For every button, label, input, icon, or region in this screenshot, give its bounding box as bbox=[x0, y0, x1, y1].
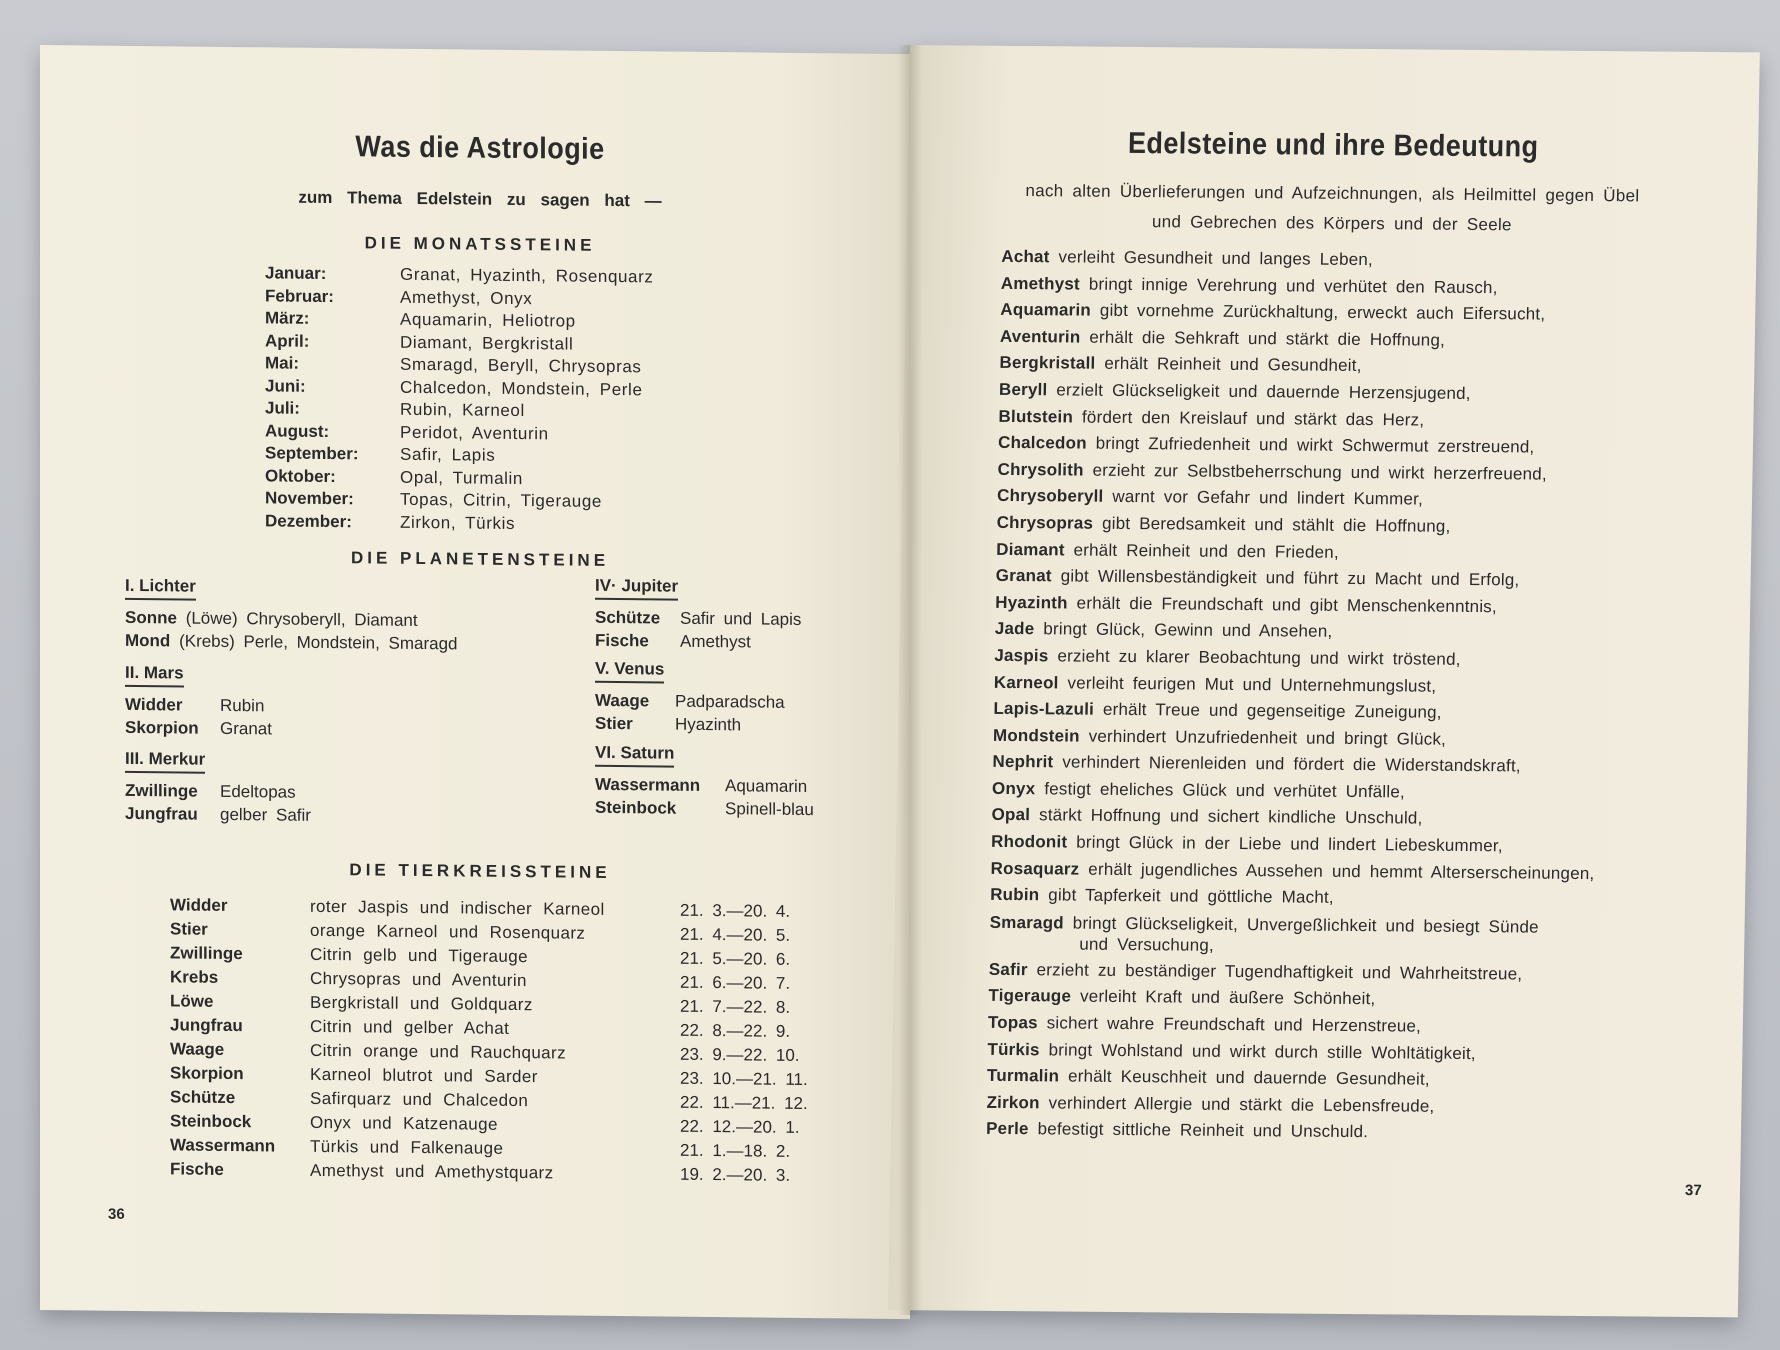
planet-group-lichter: I. Lichter Sonne (Löwe) Chrysoberyll, Diamant Mond (Krebs) Perle, Mondstein, Smaragd bbox=[125, 576, 458, 655]
gemstone-meaning: bringt innige Verehrung und verhütet den Rausch, bbox=[1088, 274, 1498, 297]
gemstone-name: Granat bbox=[995, 565, 1052, 586]
gemstone-meaning: sichert wahre Freundschaft und Herzenstreue, bbox=[1046, 1013, 1422, 1036]
month-row: März: Aquamarin, Heliotrop bbox=[265, 308, 576, 331]
zodiac-row: Zwillinge Citrin gelb und Tigerauge 21. 5.—20. 6. bbox=[170, 943, 791, 969]
gemstone-meaning: bringt Glück, Gewinn und Ansehen, bbox=[1043, 619, 1333, 642]
gemstone-meaning: verhindert Unzufriedenheit und bringt Glück, bbox=[1088, 726, 1447, 749]
gemstone-name: Smaragd bbox=[989, 912, 1065, 933]
gemstone-name: Topas bbox=[987, 1012, 1038, 1033]
page-number-right: 37 bbox=[1684, 1181, 1702, 1200]
right-page-title: Edelsteine und ihre Bedeutung bbox=[1127, 126, 1539, 164]
zodiac-row: Wassermann Türkis und Falkenauge 21. 1.—18. 2. bbox=[170, 1135, 791, 1161]
zodiac-row: Jungfrau Citrin und gelber Achat 22. 8.—22. 9. bbox=[170, 1015, 791, 1041]
planet-row: Jungfrau gelber Safir bbox=[125, 803, 311, 825]
open-booklet bbox=[40, 45, 1760, 1310]
zodiac-row: Stier orange Karneol und Rosenquarz 21. 4.—20. 5. bbox=[170, 919, 791, 945]
zodiac-row: Widder roter Jaspis und indischer Karneol 21. 3.—20. 4. bbox=[170, 895, 791, 921]
gemstone-meaning: bringt Glückseligkeit, Unvergeßlichkeit und besiegt Sünde bbox=[1072, 913, 1539, 937]
gemstone-name: Diamant bbox=[996, 539, 1065, 559]
gemstone-name: Karneol bbox=[993, 672, 1059, 692]
planet-group-mars: II. Mars Widder Rubin Skorpion Granat bbox=[125, 663, 272, 741]
gemstone-meaning: erzieht zu beständiger Tugendhaftigkeit und Wahrheitstreue, bbox=[1036, 960, 1523, 984]
gemstone-meaning: stärkt Hoffnung und sichert kindliche Unschuld, bbox=[1038, 805, 1423, 829]
gemstone-meaning: bringt Wohlstand und wirkt durch stille Wohltätigkeit, bbox=[1048, 1039, 1476, 1063]
month-row: September: Safir, Lapis bbox=[265, 443, 496, 466]
month-row: Februar: Amethyst, Onyx bbox=[265, 286, 533, 308]
planet-row: Sonne (Löwe) Chrysoberyll, Diamant bbox=[125, 607, 418, 630]
gemstone-meaning: erhält Reinheit und Gesundheit, bbox=[1104, 354, 1362, 376]
month-row: Januar: Granat, Hyazinth, Rosenquarz bbox=[265, 263, 654, 287]
month-row: Juli: Rubin, Karneol bbox=[265, 398, 525, 421]
month-row: Juni: Chalcedon, Mondstein, Perle bbox=[265, 376, 643, 400]
gemstone-name: Chrysolith bbox=[997, 459, 1084, 480]
gemstone-name: Turmalin bbox=[986, 1066, 1060, 1086]
gemstone-meaning: bringt Zufriedenheit und wirkt Schwermut zerstreuend, bbox=[1095, 433, 1535, 457]
gemstone-meaning: gibt Willensbeständigkeit und führt zu Macht und Erfolg, bbox=[1060, 566, 1520, 590]
gemstone-name: Aventurin bbox=[999, 326, 1081, 347]
gemstone-meaning: warnt vor Gefahr und lindert Kummer, bbox=[1112, 487, 1424, 509]
gemstone-meaning: erzieht zur Selbstbeherrschung und wirkt herzerfreuend, bbox=[1092, 460, 1548, 484]
zodiac-row: Steinbock Onyx und Katzenauge 22. 12.—20. 1. bbox=[170, 1111, 800, 1137]
gemstone-name: Chalcedon bbox=[997, 432, 1087, 453]
left-page bbox=[40, 45, 910, 1319]
gemstone-meaning: verleiht feurigen Mut und Unternehmungslust, bbox=[1067, 672, 1437, 696]
month-row: April: Diamant, Bergkristall bbox=[265, 331, 574, 354]
gemstone-meaning: festigt eheliches Glück und verhütet Unfälle, bbox=[1044, 779, 1406, 802]
gemstone-name: Achat bbox=[1001, 246, 1050, 267]
gemstone-name: Jade bbox=[994, 619, 1035, 639]
gemstone-meaning: gibt Beredsamkeit und stählt die Hoffnung, bbox=[1101, 513, 1451, 536]
zodiac-row: Krebs Chrysopras und Aventurin 21. 6.—20. 7. bbox=[170, 967, 791, 993]
planet-row: Steinbock Spinell-blau bbox=[595, 797, 814, 819]
planet-group-saturn: VI. Saturn Wassermann Aquamarin Steinbock Spinell-blau bbox=[595, 743, 814, 821]
month-row: Oktober: Opal, Turmalin bbox=[265, 466, 523, 488]
right-page-subtitle: nach alten Überlieferungen und Aufzeichnungen, als Heilmittel gegen Übel und Gebrechen des Körpers und der Seele bbox=[1025, 181, 1640, 235]
gemstone-meaning: erzielt Glückseligkeit und dauernde Herzensjugend, bbox=[1056, 380, 1471, 403]
planet-stones-heading: DIE PLANETENSTEINE bbox=[350, 548, 610, 570]
gemstone-name: Chrysopras bbox=[996, 512, 1094, 533]
gemstone-name: Zirkon bbox=[986, 1092, 1040, 1113]
zodiac-row: Fische Amethyst und Amethystquarz 19. 2.—20. 3. bbox=[170, 1159, 791, 1185]
gemstone-name: Rosaquarz bbox=[990, 858, 1080, 879]
month-row: Dezember: Zirkon, Türkis bbox=[265, 511, 516, 533]
gemstone-meaning: erhält die Freundschaft und gibt Menschenkenntnis, bbox=[1076, 593, 1498, 616]
left-page-title: Was die Astrologie bbox=[355, 130, 605, 166]
gemstone-meaning: fördert den Kreislauf und stärkt das Herz, bbox=[1081, 407, 1425, 430]
gemstone-meaning: verleiht Kraft und äußere Schönheit, bbox=[1079, 987, 1376, 1009]
planet-row: Zwillinge Edeltopas bbox=[125, 780, 296, 802]
gemstone-name: Nephrit bbox=[992, 752, 1054, 772]
month-row: August: Peridot, Aventurin bbox=[265, 421, 549, 444]
gemstone-name: Tigerauge bbox=[988, 986, 1072, 1006]
gemstone-name: Lapis-Lazuli bbox=[993, 698, 1095, 719]
planet-row: Mond (Krebs) Perle, Mondstein, Smaragd bbox=[125, 630, 458, 653]
gemstone-name: Hyazinth bbox=[995, 592, 1068, 613]
gemstone-meaning: verhindert Allergie und stärkt die Lebensfreude, bbox=[1048, 1093, 1435, 1116]
gemstone-meaning: erhält Keuschheit und dauernde Gesundheit, bbox=[1067, 1066, 1430, 1089]
gemstone-meaning-continued: und Versuchung, bbox=[1079, 934, 1215, 955]
gemstone-name: Rubin bbox=[990, 885, 1040, 905]
zodiac-row: Schütze Safirquarz und Chalcedon 22. 11.—21. 12. bbox=[170, 1087, 808, 1114]
zodiac-stones-heading: DIE TIERKREISSTEINE bbox=[349, 860, 611, 882]
planet-row: Skorpion Granat bbox=[125, 717, 272, 738]
gemstone-meanings-list bbox=[986, 244, 1722, 1149]
planet-row: Schütze Safir und Lapis bbox=[595, 607, 802, 629]
gemstone-meaning: erhält jugendliches Aussehen und hemmt Alterserscheinungen, bbox=[1088, 859, 1595, 883]
gemstone-meaning: verhindert Nierenleiden und fördert die Widerstandskraft, bbox=[1062, 752, 1521, 776]
gemstone-name: Türkis bbox=[987, 1039, 1040, 1059]
gemstone-entry bbox=[989, 909, 1710, 963]
gemstone-name: Safir bbox=[988, 959, 1028, 980]
gemstone-name: Amethyst bbox=[1000, 273, 1081, 294]
gemstone-meaning: erzieht zu klarer Beobachtung und wirkt tröstend, bbox=[1057, 646, 1461, 669]
gemstone-name: Bergkristall bbox=[999, 353, 1096, 374]
gemstone-name: Opal bbox=[991, 805, 1031, 825]
planet-group-jupiter: IV· Jupiter Schütze Safir und Lapis Fische Amethyst bbox=[595, 576, 801, 654]
gemstone-name: Mondstein bbox=[992, 725, 1080, 746]
gemstone-meaning: erhält Treue und gegenseitige Zuneigung, bbox=[1102, 699, 1442, 722]
gemstone-entry bbox=[986, 1116, 1706, 1149]
gemstone-meaning: befestigt sittliche Reinheit und Unschuld. bbox=[1037, 1119, 1369, 1142]
zodiac-stones-table bbox=[170, 893, 810, 1188]
gemstone-name: Perle bbox=[985, 1119, 1029, 1139]
zodiac-row: Löwe Bergkristall und Goldquarz 21. 7.—22. 8. bbox=[170, 991, 791, 1017]
gemstone-name: Rhodonit bbox=[990, 831, 1068, 852]
gemstone-meaning: bringt Glück in der Liebe und lindert Liebeskummer, bbox=[1076, 832, 1503, 856]
gemstone-name: Aquamarin bbox=[1000, 300, 1092, 320]
planet-group-venus: V. Venus Waage Padparadscha Stier Hyazinth bbox=[595, 659, 785, 737]
gemstone-name: Jaspis bbox=[994, 645, 1049, 666]
gemstone-name: Onyx bbox=[991, 778, 1036, 799]
zodiac-row: Skorpion Karneol blutrot und Sarder 23. 10.—21. 11. bbox=[170, 1063, 808, 1090]
month-row: Mai: Smaragd, Beryll, Chrysopras bbox=[265, 353, 642, 377]
gemstone-name: Blutstein bbox=[998, 406, 1074, 427]
planet-row: Widder Rubin bbox=[125, 694, 265, 715]
gemstone-name: Chrysoberyll bbox=[996, 486, 1104, 507]
planet-group-merkur: III. Merkur Zwillinge Edeltopas Jungfrau gelber Safir bbox=[125, 749, 311, 827]
left-page-subtitle: zum Thema Edelstein zu sagen hat — bbox=[298, 187, 662, 211]
gemstone-meaning: gibt vornehme Zurückhaltung, erweckt auch Eifersucht, bbox=[1099, 300, 1546, 324]
gemstone-name: Beryll bbox=[998, 379, 1048, 400]
planet-row: Waage Padparadscha bbox=[595, 690, 785, 712]
monthly-stones-list bbox=[265, 262, 653, 536]
right-page bbox=[888, 45, 1760, 1317]
gemstone-meaning: erhält die Sehkraft und stärkt die Hoffnung, bbox=[1089, 327, 1446, 350]
gemstone-meaning: verleiht Gesundheit und langes Leben, bbox=[1058, 247, 1374, 270]
book-gutter bbox=[898, 45, 922, 1315]
monthly-stones-heading: DIE MONATSSTEINE bbox=[364, 233, 596, 255]
gemstone-meaning: gibt Tapferkeit und göttliche Macht, bbox=[1048, 885, 1334, 908]
zodiac-row: Waage Citrin orange und Rauchquarz 23. 9.—22. 10. bbox=[170, 1039, 800, 1065]
gemstone-meaning: erhält Reinheit und den Frieden, bbox=[1073, 540, 1340, 562]
page-number-left: 36 bbox=[108, 1205, 125, 1223]
month-row: November: Topas, Citrin, Tigerauge bbox=[265, 488, 602, 512]
planet-row: Wassermann Aquamarin bbox=[595, 774, 808, 796]
planet-row: Fische Amethyst bbox=[595, 630, 751, 651]
planet-row: Stier Hyazinth bbox=[595, 713, 742, 734]
